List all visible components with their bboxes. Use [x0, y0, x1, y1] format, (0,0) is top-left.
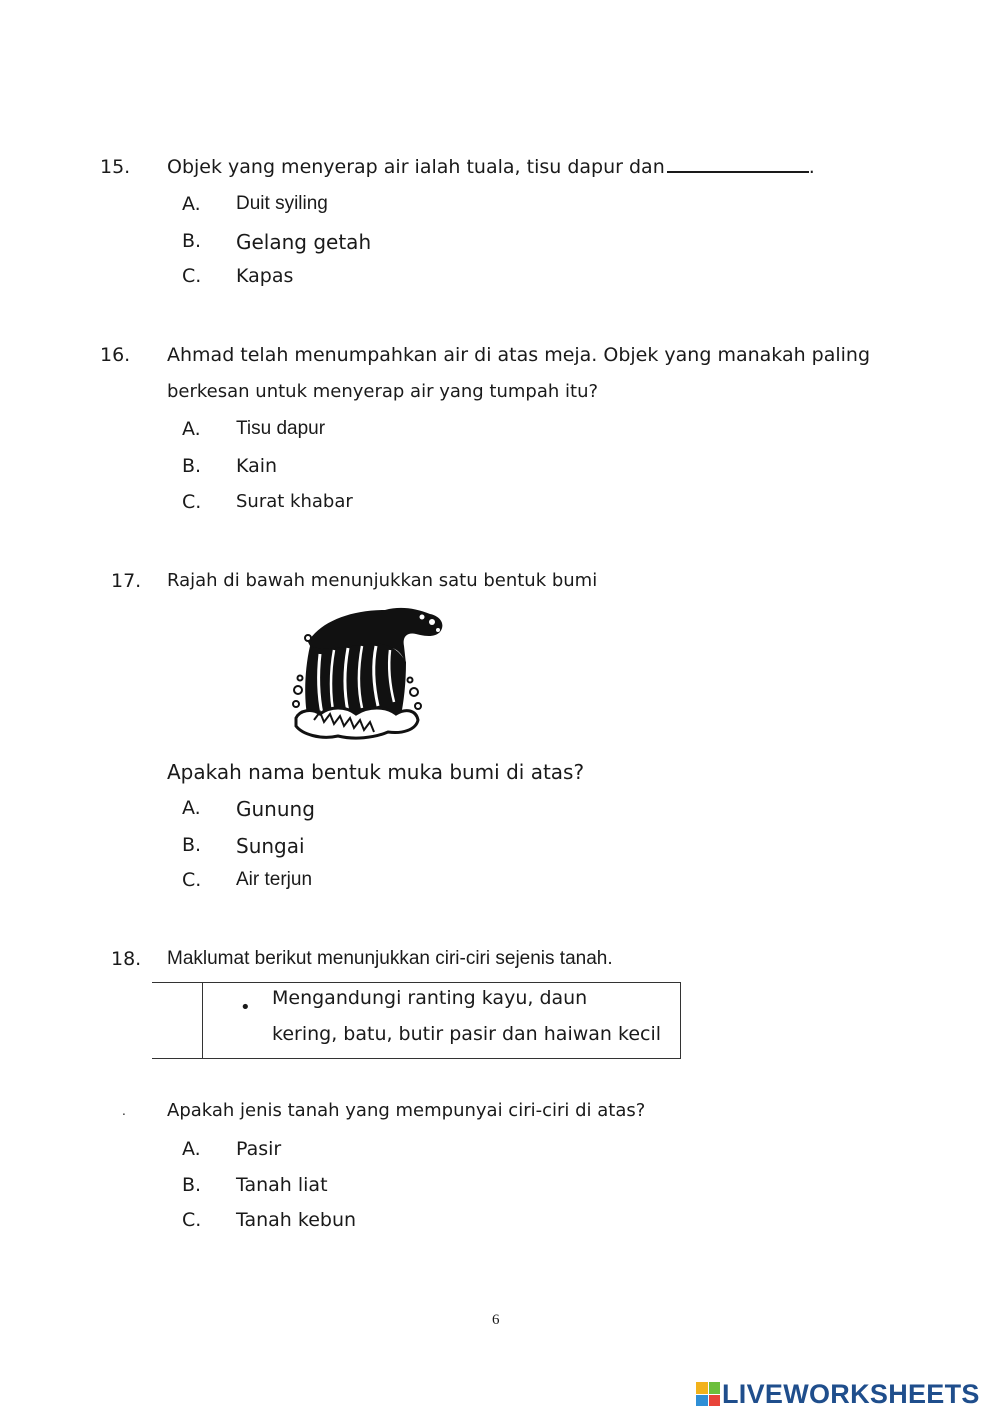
- option-text[interactable]: Surat khabar: [236, 491, 353, 512]
- option-letter: B.: [182, 834, 202, 856]
- question-text-line2: berkesan untuk menyerap air yang tumpah itu?: [167, 381, 599, 402]
- option-letter: C.: [182, 491, 202, 513]
- waterfall-icon: [290, 602, 450, 744]
- option-text[interactable]: Kapas: [236, 265, 294, 287]
- info-line-1: Mengandungi ranting kayu, daun: [272, 987, 588, 1009]
- question-number: 15.: [100, 156, 131, 178]
- option-letter: A.: [182, 193, 201, 215]
- question-number: 16.: [100, 344, 131, 366]
- bullet: •: [240, 997, 251, 1018]
- subquestion-text: Apakah nama bentuk muka bumi di atas?: [167, 760, 585, 784]
- question-text: Maklumat berikut menunjukkan ciri-ciri sejenis tanah.: [167, 948, 613, 969]
- option-letter: C.: [182, 869, 202, 891]
- option-letter: C.: [182, 265, 202, 287]
- page-number: 6: [492, 1312, 500, 1328]
- question-text-main: Objek yang menyerap air ialah tuala, tisu dapur dan: [167, 156, 665, 178]
- option-text[interactable]: Sungai: [236, 834, 305, 858]
- option-letter: A.: [182, 418, 201, 440]
- liveworksheets-logo-text: LIVEWORKSHEETS: [722, 1378, 980, 1409]
- liveworksheets-logo-icon: [696, 1382, 720, 1406]
- option-letter: A.: [182, 797, 201, 819]
- info-box: [152, 982, 681, 1059]
- question-text: [167, 156, 815, 178]
- info-line-2: kering, batu, butir pasir dan haiwan kecil: [272, 1023, 662, 1045]
- option-letter: B.: [182, 455, 202, 477]
- option-text[interactable]: Tanah kebun: [236, 1209, 357, 1231]
- option-text[interactable]: Air terjun: [236, 869, 313, 890]
- question-text-end: .: [808, 156, 815, 178]
- option-letter: B.: [182, 230, 202, 252]
- option-text[interactable]: Gelang getah: [236, 230, 372, 254]
- option-text[interactable]: Pasir: [236, 1138, 282, 1160]
- question-text-line1: Ahmad telah menumpahkan air di atas meja. Objek yang manakah paling: [167, 344, 871, 366]
- option-text[interactable]: Duit syiling: [236, 193, 328, 214]
- option-letter: C.: [182, 1209, 202, 1231]
- option-text[interactable]: Tanah liat: [236, 1174, 328, 1196]
- question-number: 18.: [111, 948, 142, 970]
- sub-marker: .: [122, 1104, 126, 1118]
- question-number: 17.: [111, 570, 142, 592]
- liveworksheets-logo[interactable]: [696, 1377, 980, 1411]
- option-text[interactable]: Kain: [236, 455, 278, 477]
- option-text[interactable]: Gunung: [236, 797, 315, 821]
- option-text[interactable]: Tisu dapur: [236, 418, 326, 439]
- question-text: Rajah di bawah menunjukkan satu bentuk bumi: [167, 570, 598, 591]
- info-box-divider: [202, 983, 203, 1058]
- answer-blank: [667, 171, 809, 173]
- option-letter: A.: [182, 1138, 201, 1160]
- option-letter: B.: [182, 1174, 202, 1196]
- subquestion-text: Apakah jenis tanah yang mempunyai ciri-ciri di atas?: [167, 1100, 646, 1121]
